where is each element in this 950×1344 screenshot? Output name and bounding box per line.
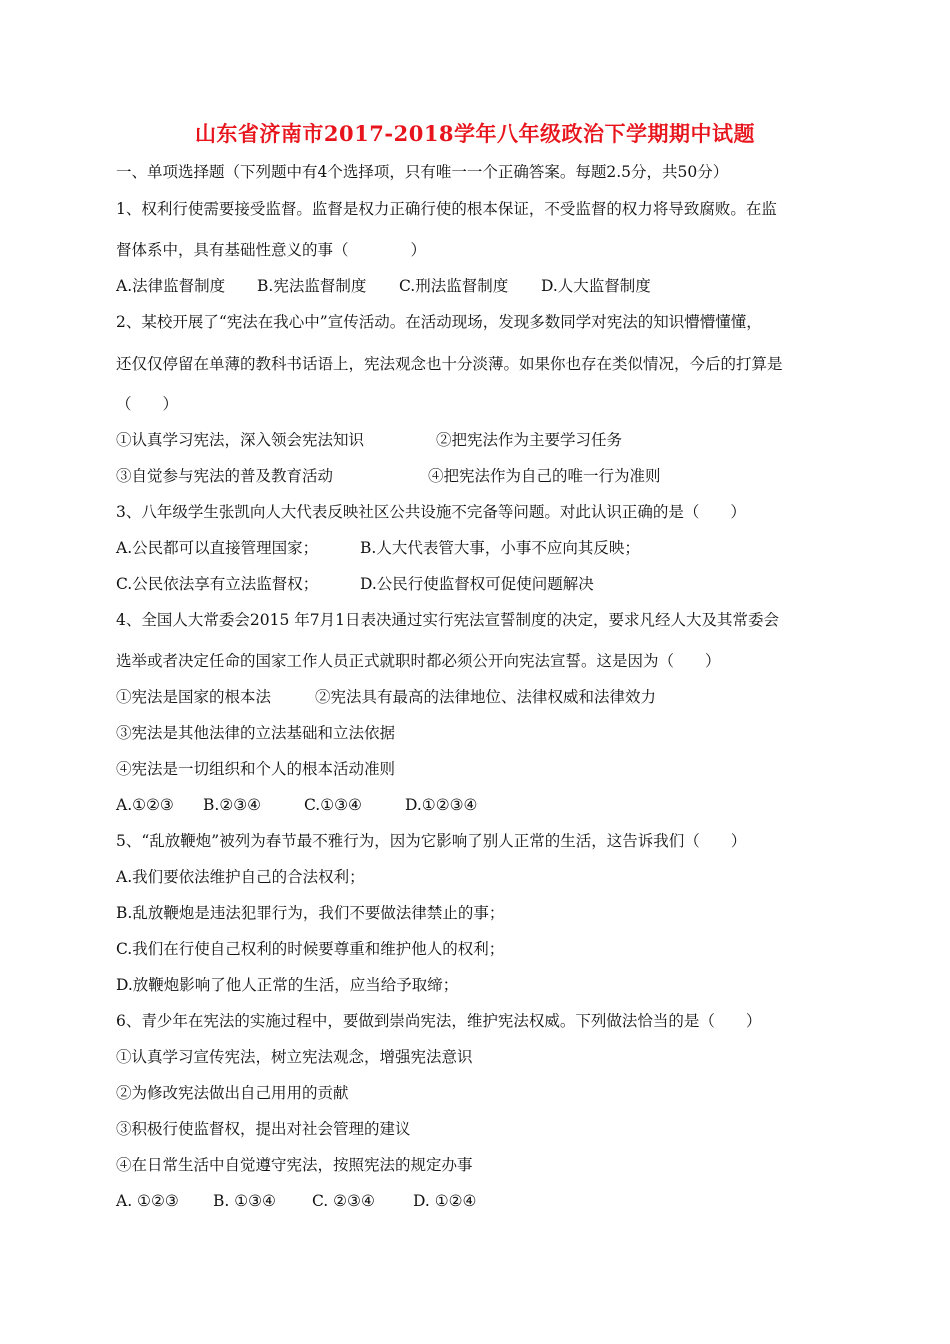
question-2-stem-line-3: （ ）: [116, 395, 179, 413]
question-3-options-row-1: [116, 538, 640, 558]
question-2-stem-line-1: 2、某校开展了“宪法在我心中”宣传活动。在活动现场，发现多数同学对宪法的知识懵懵懂懂，: [116, 313, 762, 331]
question-2-items-row-1: [116, 430, 622, 450]
question-6-item-1: ①认真学习宣传宪法，树立宪法观念，增强宪法意识: [116, 1048, 473, 1066]
question-4-stem-line-2: 选举或者决定任命的国家工作人员正式就职时都必须公开向宪法宣誓。这是因为（ ）: [116, 652, 721, 670]
question-6-item-3: ③积极行使监督权，提出对社会管理的建议: [116, 1120, 411, 1138]
option-c: C.①③④: [304, 796, 362, 814]
question-6-item-4: ④在日常生活中自觉遵守宪法，按照宪法的规定办事: [116, 1156, 473, 1174]
question-3-options-row-2: [116, 574, 594, 594]
question-5-option-b: B.乱放鞭炮是违法犯罪行为，我们不要做法律禁止的事；: [116, 904, 505, 922]
page-title: 山东省济南市2017-2018学年八年级政治下学期期中试题: [194, 121, 756, 146]
option-d: D.①②③④: [405, 796, 478, 814]
question-1-options: [116, 276, 651, 296]
question-6-item-2: ②为修改宪法做出自己用用的贡献: [116, 1084, 349, 1102]
option-b: B.人大代表管大事，小事不应向其反映；: [360, 539, 640, 557]
item-2: ②把宪法作为主要学习任务: [436, 431, 623, 449]
question-6-stem: 6、青少年在宪法的实施过程中，要做到崇尚宪法，维护宪法权威。下列做法恰当的是（ ）: [116, 1012, 762, 1030]
option-c: C. ②③④: [312, 1192, 375, 1210]
item-4: ④把宪法作为自己的唯一行为准则: [428, 467, 661, 485]
question-4-options: [116, 795, 477, 815]
question-5-option-d: D.放鞭炮影响了他人正常的生活，应当给予取缔；: [116, 976, 459, 994]
question-2-stem-line-2: 还仅仅停留在单薄的教科书话语上，宪法观念也十分淡薄。如果你也存在类似情况，今后的打算是: [116, 355, 783, 373]
option-a: A. ①②③: [116, 1192, 179, 1210]
option-a: A.①②③: [116, 796, 174, 814]
option-d: D.人大监督制度: [541, 277, 651, 295]
question-1-stem-line-1: 1、权利行使需要接受监督。监督是权力正确行使的根本保证，不受监督的权力将导致腐败。在监: [116, 200, 777, 218]
question-2-items-row-2: [116, 466, 661, 486]
item-3: ③自觉参与宪法的普及教育活动: [116, 467, 334, 485]
question-3-stem: 3、八年级学生张凯向人大代表反映社区公共设施不完备等问题。对此认识正确的是（ ）: [116, 503, 746, 521]
item-1: ①宪法是国家的根本法: [116, 688, 272, 706]
question-1-stem-line-2: 督体系中，具有基础性意义的事（ ）: [116, 241, 427, 259]
question-4-items-row-1: [116, 687, 656, 707]
option-b: B.宪法监督制度: [257, 277, 367, 295]
question-6-options: [116, 1191, 476, 1211]
question-4-stem-line-1: 4、全国人大常委会2015 年7月1日表决通过实行宪法宣誓制度的决定，要求凡经人大及其常委会: [116, 611, 779, 629]
option-c: C.刑法监督制度: [399, 277, 509, 295]
question-4-item-3: ③宪法是其他法律的立法基础和立法依据: [116, 724, 396, 742]
section-heading: 一、单项选择题（下列题中有4个选择项，只有唯一一个正确答案。每题2.5分，共50分）: [116, 163, 729, 181]
question-5-option-a: A.我们要依法维护自己的合法权利；: [116, 868, 365, 886]
item-1: ①认真学习宪法，深入领会宪法知识: [116, 431, 365, 449]
option-b: B. ①③④: [213, 1192, 276, 1210]
option-d: D. ①②④: [413, 1192, 477, 1210]
item-2: ②宪法具有最高的法律地位、法律权威和法律效力: [315, 688, 657, 706]
option-a: A.法律监督制度: [116, 277, 226, 295]
question-5-stem: 5、“乱放鞭炮”被列为春节最不雅行为，因为它影响了别人正常的生活，这告诉我们（ ）: [116, 832, 747, 850]
question-4-item-4: ④宪法是一切组织和个人的根本活动准则: [116, 760, 396, 778]
option-d: D.公民行使监督权可促使问题解决: [360, 575, 594, 593]
question-5-option-c: C.我们在行使自己权利的时候要尊重和维护他人的权利；: [116, 940, 505, 958]
option-b: B.②③④: [203, 796, 262, 814]
option-c: C.公民依法享有立法监督权；: [116, 575, 319, 593]
option-a: A.公民都可以直接管理国家；: [116, 539, 319, 557]
